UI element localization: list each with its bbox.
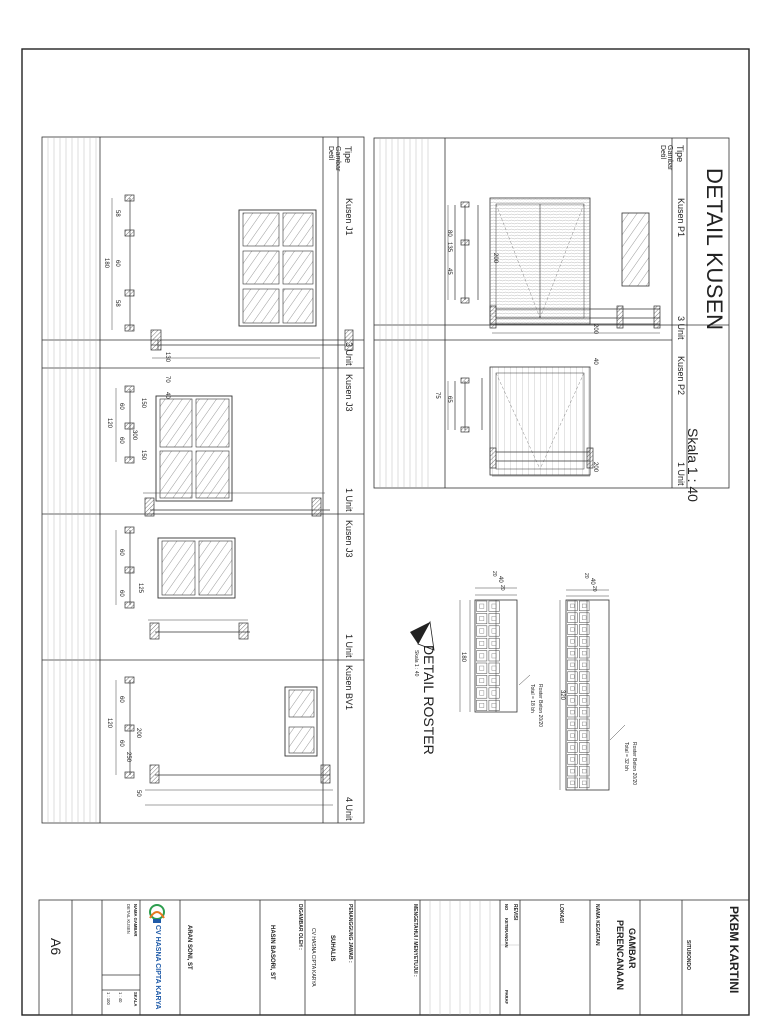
roster-cell-inner (571, 734, 575, 738)
nama-gambar-label: NAMA GAMBAR (133, 904, 138, 937)
roster-upper-note: Roster Beton 20/20 (631, 742, 637, 786)
roster-cell-inner (582, 616, 586, 620)
tipe-label-lower: Tipe (343, 146, 353, 164)
roster-cell-inner (492, 654, 496, 658)
kusen-j1-name: Kusen J1 (344, 198, 354, 236)
detail-kusen-scale: Skala 1 : 40 (685, 428, 701, 502)
kusen-p2-qty: 1 Unit (676, 462, 686, 486)
kusen-p1-qty: 3 Unit (676, 316, 686, 340)
roster-cell-inner (571, 769, 575, 773)
roster-upper-width: 40 (589, 578, 595, 585)
roster-cell-inner (582, 675, 586, 679)
gambar-label-lower: Gambar (334, 146, 341, 172)
kusen-p1-name: Kusen P1 (676, 198, 686, 238)
roster-lower-total: 180 (460, 652, 466, 663)
roster-cell-inner (582, 663, 586, 667)
sheet-code: A6 (48, 938, 64, 956)
roster-cell-inner (480, 703, 484, 707)
title-block-frame (39, 900, 749, 1015)
roster-cell-inner (582, 687, 586, 691)
roster-cell (568, 695, 578, 705)
roster-cell (568, 719, 578, 729)
roster-cell-inner (582, 722, 586, 726)
roster-cell (568, 766, 578, 776)
company-logo (150, 905, 164, 923)
company-name: CV HASNA CIPTA KARYA (154, 925, 161, 1010)
roster-cell-inner (582, 604, 586, 608)
roster-cell-inner (571, 651, 575, 655)
kusen-j1-qty: 3 Unit (344, 342, 354, 366)
dim-j3a-60a: 60 (118, 403, 124, 410)
dim-bv1-60b: 60 (118, 740, 124, 747)
roster-upper (566, 600, 609, 790)
detil-label-lower: Detil (327, 146, 334, 161)
person-hasin: HASIN BASORI, ST (269, 925, 275, 980)
roster-cell (568, 636, 578, 646)
person-aran: ARAN SONI, ST (186, 925, 192, 970)
roster-cell (568, 754, 578, 764)
dim-p1-135: 135 (446, 242, 452, 253)
roster-cell (477, 601, 487, 611)
roster-cell-inner (582, 781, 586, 785)
roster-upper-count: Total = 32 bh (623, 742, 629, 771)
roster-cell (568, 660, 578, 670)
kusen-j3a-name: Kusen J3 (344, 374, 354, 412)
roster-cell (489, 613, 499, 623)
tipe-label-top: Tipe (675, 145, 685, 163)
roster-cell (477, 638, 487, 648)
penanggung-jawab-label: PENANGGUNG JAWAB : (347, 904, 353, 963)
roster-cell (477, 700, 487, 710)
roster-cell-inner (480, 666, 484, 670)
roster-cell (579, 613, 589, 623)
kusen-bv1-elevation (285, 687, 317, 756)
dim-j1-58b: 58 (114, 300, 120, 307)
kusen-j3a-qty: 1 Unit (344, 488, 354, 512)
nama-kegiatan-label: NAMA KEGIATAN (594, 904, 600, 946)
roster-cell (568, 601, 578, 611)
roster-cell (568, 731, 578, 741)
mengetahui-label: MENGETAHUI / MENYETUJUI : (412, 904, 418, 977)
kusen-p2-elevation (490, 367, 590, 475)
detail-roster-scale: Skala 1 : 40 (413, 650, 419, 677)
roster-upper-col-a: 20 (583, 573, 589, 579)
roster-cell (489, 651, 499, 661)
roster-cell (568, 684, 578, 694)
roster-lower-note: Roster Beton 20/20 (537, 684, 543, 728)
diperiksa-label: DIGAMBAR OLEH : (297, 904, 303, 950)
roster-cell (568, 672, 578, 682)
roster-cell-inner (571, 710, 575, 714)
roster-cell-inner (492, 641, 496, 645)
detil-label-top: Detil (659, 145, 666, 160)
dim-bv1-50: 50 (135, 790, 141, 797)
revisi-col-paraf: PARAF (504, 990, 509, 1005)
roster-cell-inner (571, 604, 575, 608)
cv-name: CV HASNA CIPTA KARYA (310, 928, 316, 987)
dim-j3b-60a: 60 (118, 549, 124, 556)
kusen-j3-small-elevation (158, 538, 235, 598)
roster-cell (568, 625, 578, 635)
dim-bv1-60a: 60 (118, 696, 124, 703)
roster-cell-inner (492, 678, 496, 682)
roster-cell (568, 743, 578, 753)
roster-cell (579, 636, 589, 646)
roster-cell (579, 743, 589, 753)
dim-p2-200: 200 (592, 462, 598, 473)
roster-cell (489, 675, 499, 685)
kusen-j3b-name: Kusen J3 (344, 520, 354, 558)
skala-value-2: 1 : 100 (106, 992, 111, 1005)
kusen-j3b-qty: 1 Unit (344, 634, 354, 658)
roster-cell (579, 719, 589, 729)
roster-cell (568, 613, 578, 623)
roster-cell (579, 707, 589, 717)
roster-cell-inner (492, 604, 496, 608)
perencanaan-title: PERENCANAAN (615, 920, 625, 991)
dim-j1-58a: 58 (114, 210, 120, 217)
dim-p2-65: 65 (446, 396, 452, 403)
roster-cell (568, 707, 578, 717)
roster-cell (489, 700, 499, 710)
roster-cell (489, 688, 499, 698)
dim-p1-200b: 200 (592, 324, 598, 335)
dim-j1-130: 130 (164, 352, 170, 363)
gambar-label-top: Gambar (666, 145, 673, 171)
kusen-p1-elevation (490, 198, 649, 324)
dim-j3a-300: 300 (131, 430, 137, 441)
roster-cell (579, 648, 589, 658)
roster-cell-inner (492, 666, 496, 670)
dim-j1-60: 60 (114, 260, 120, 267)
roster-lower-width: 40 (497, 576, 503, 583)
roster-cell-inner (480, 604, 484, 608)
roster-cell (568, 778, 578, 788)
dim-bv1-120: 120 (106, 718, 112, 729)
detil-rows-lower (48, 137, 96, 823)
roster-cell (477, 675, 487, 685)
dim-j1-180: 180 (103, 258, 109, 269)
nama-gambar-value: DETAIL KUSEN (126, 904, 131, 934)
roster-cell-inner (492, 703, 496, 707)
kusen-j1-elevation (239, 210, 316, 326)
dim-j3a-60b: 60 (118, 437, 124, 444)
roster-cell-inner (571, 639, 575, 643)
dim-bv1-250: 250 (125, 752, 131, 763)
dim-bv1-200: 200 (135, 728, 141, 739)
kusen-bv1-qty: 4 Unit (344, 797, 354, 821)
roster-cell (579, 754, 589, 764)
roster-cell-inner (582, 734, 586, 738)
roster-cell (477, 688, 487, 698)
detil-rows-top (380, 138, 428, 488)
roster-cell-inner (571, 698, 575, 702)
roster-cell (477, 613, 487, 623)
roster-cell (477, 651, 487, 661)
dim-j1-70: 70 (164, 376, 170, 383)
roster-cell-inner (480, 616, 484, 620)
roster-cell (568, 648, 578, 658)
person-suhalis: SUHALIS (329, 935, 335, 962)
kusen-bv1-name: Kusen BV1 (344, 665, 354, 711)
roster-cell (477, 663, 487, 673)
roster-cell-inner (582, 757, 586, 761)
roster-cell-inner (492, 691, 496, 695)
dim-j3b-60b: 60 (118, 590, 124, 597)
kusen-j3-large-elevation (156, 396, 232, 501)
roster-cell (579, 684, 589, 694)
gambar-title: GAMBAR (627, 928, 637, 969)
roster-cell (477, 626, 487, 636)
revisi-col-keterangan: KETERANGAN (504, 918, 509, 948)
roster-cell (489, 638, 499, 648)
project-title: PKBM KARTINI (727, 906, 741, 994)
roster-cell (579, 672, 589, 682)
roster-cell-inner (582, 639, 586, 643)
roster-lower-col-a: 20 (491, 571, 497, 577)
skala-value-1: 1 : 40 (118, 992, 123, 1003)
roster-cell-inner (571, 675, 575, 679)
roster-cell (579, 766, 589, 776)
roster-cell-inner (571, 757, 575, 761)
dim-j3a-150b: 150 (140, 450, 146, 461)
roster-cell-inner (480, 654, 484, 658)
revisi-label: REVISI (512, 904, 518, 921)
roster-upper-total: 320 (559, 690, 565, 701)
roster-cell (489, 626, 499, 636)
roster-lower-col-b: 20 (499, 585, 505, 591)
roster-cell-inner (571, 781, 575, 785)
roster-cell-inner (582, 651, 586, 655)
roster-cell-inner (480, 641, 484, 645)
project-location: SITUBONDO (685, 940, 691, 970)
roster-cell-inner (571, 616, 575, 620)
roster-cell-inner (571, 628, 575, 632)
roster-cell (579, 660, 589, 670)
dim-j3a-120: 120 (106, 418, 112, 429)
dim-j3a-150a: 150 (140, 398, 146, 409)
roster-upper-col-b: 20 (591, 586, 597, 592)
roster-cell-inner (480, 678, 484, 682)
dim-p1-200: 200 (492, 253, 498, 264)
roster-cell (489, 601, 499, 611)
roster-cell-inner (582, 628, 586, 632)
roster-cell-inner (492, 616, 496, 620)
roster-cell-inner (571, 687, 575, 691)
detail-kusen-title: DETAIL KUSEN (702, 168, 727, 331)
lokasi-label: LOKASI (558, 904, 564, 923)
roster-lower-count: Total = 18 bh (529, 684, 535, 713)
dim-p1-45: 45 (446, 268, 452, 275)
roster-cell-inner (480, 629, 484, 633)
detail-roster-title: DETAIL ROSTER (421, 645, 437, 755)
kusen-p2-name: Kusen P2 (676, 356, 686, 396)
dim-p1-80: 80 (446, 230, 452, 237)
roster-cell (579, 778, 589, 788)
roster-cell (579, 601, 589, 611)
roster-cell (579, 731, 589, 741)
roster-cell-inner (571, 722, 575, 726)
roster-cell-inner (571, 663, 575, 667)
roster-cell (579, 625, 589, 635)
dim-p2-75: 75 (434, 392, 440, 399)
roster-cell (489, 663, 499, 673)
roster-cell-inner (582, 769, 586, 773)
revisi-col-no: NO (504, 904, 509, 911)
dim-j1-40: 40 (164, 392, 170, 399)
roster-cell-inner (582, 710, 586, 714)
dim-j3b-125: 125 (137, 583, 143, 594)
roster-cell-inner (492, 629, 496, 633)
dim-p1-40: 40 (592, 358, 598, 365)
roster-cell (579, 695, 589, 705)
roster-cell-inner (582, 746, 586, 750)
roster-cell-inner (582, 698, 586, 702)
roster-cell-inner (480, 691, 484, 695)
skala-label: SKALA (133, 992, 138, 1007)
roster-cell-inner (571, 746, 575, 750)
